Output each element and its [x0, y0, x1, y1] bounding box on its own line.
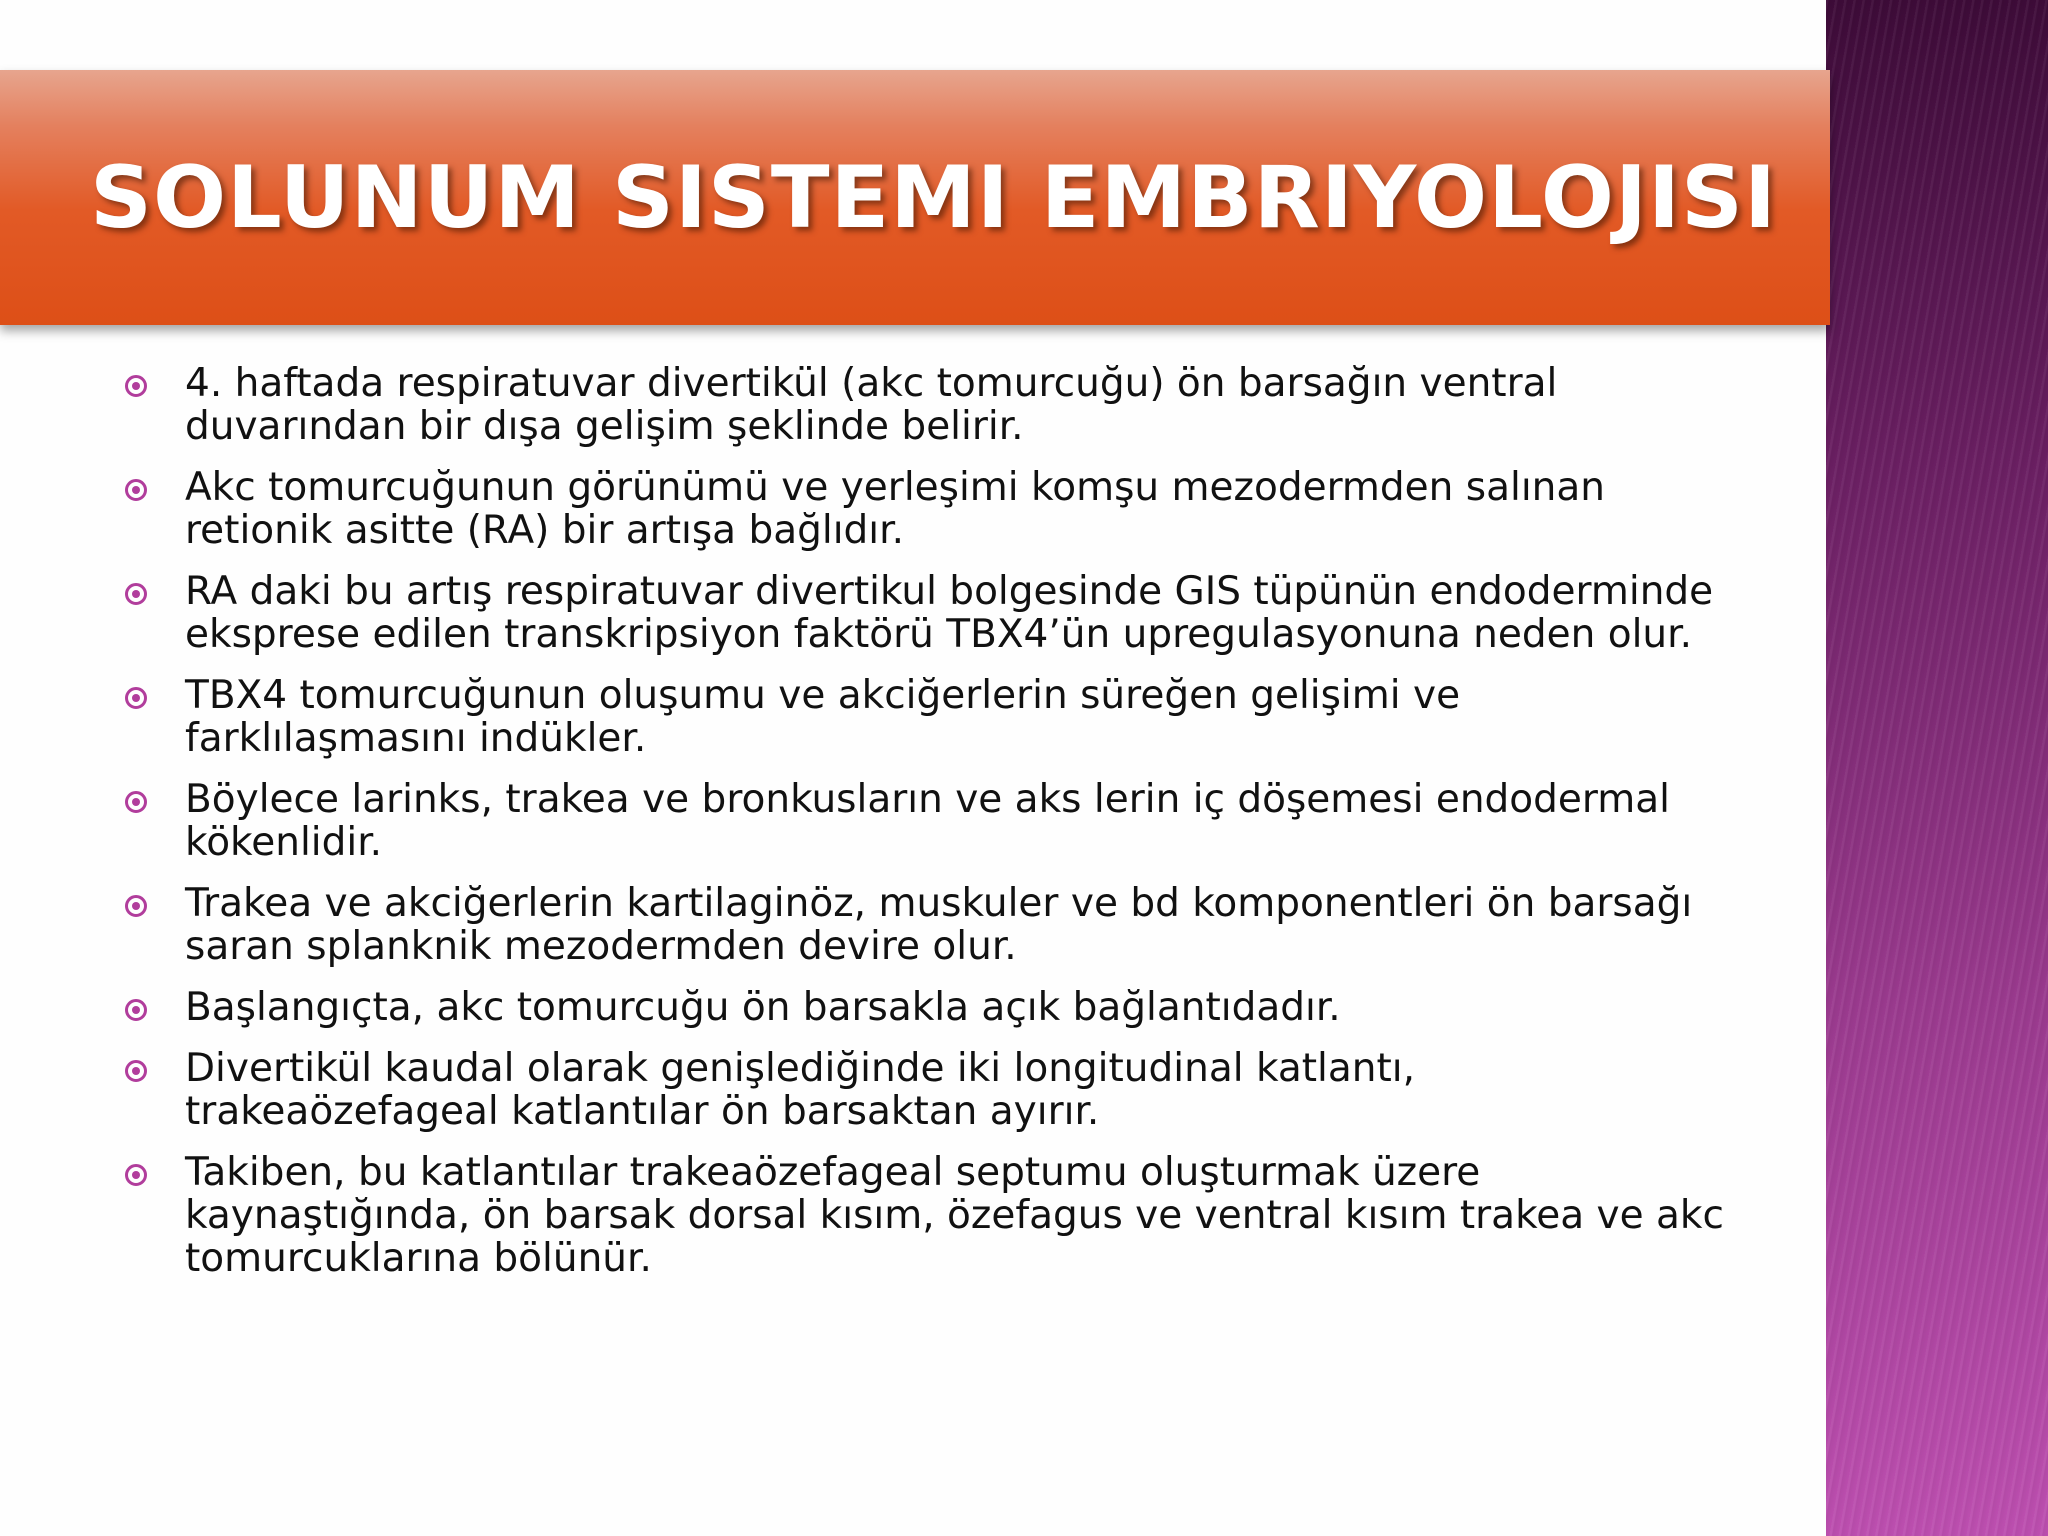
- circle-dot-icon: [125, 687, 147, 709]
- list-item: [125, 466, 1725, 552]
- bullet-text: Akc tomurcuğunun görünümü ve yerleşimi komşu mezodermden salınan retionik asitte (RA) bir artışa bağlıdır.: [185, 465, 1605, 553]
- bullet-text: Takiben, bu katlantılar trakeaözefageal septumu oluşturmak üzere kaynaştığında, ön barsak dorsal kısım, özefagus ve ventral kısım trakea ve akc tomurcuklarına bölünür.: [185, 1150, 1724, 1281]
- side-decoration-bar: [1826, 0, 2048, 1536]
- bullet-text: Başlangıçta, akc tomurcuğu ön barsakla açık bağlantıdadır.: [185, 985, 1341, 1030]
- list-item: [125, 1047, 1725, 1133]
- circle-dot-icon: [125, 1060, 147, 1082]
- list-item: [125, 986, 1725, 1029]
- circle-dot-icon: [125, 999, 147, 1021]
- list-item: [125, 674, 1725, 760]
- circle-dot-icon: [125, 375, 147, 397]
- circle-dot-icon: [125, 583, 147, 605]
- circle-dot-icon: [125, 791, 147, 813]
- circle-dot-icon: [125, 895, 147, 917]
- bullet-list: [125, 362, 1725, 1298]
- circle-dot-icon: [125, 479, 147, 501]
- list-item: [125, 778, 1725, 864]
- list-item: [125, 1151, 1725, 1280]
- list-item: [125, 882, 1725, 968]
- circle-dot-icon: [125, 1164, 147, 1186]
- bullet-text: RA daki bu artış respiratuvar divertikul bolgesinde GIS tüpünün endoderminde eksprese edilen transkripsiyon faktörü TBX4’ün upregulasyonuna neden olur.: [185, 569, 1714, 657]
- slide-title: SOLUNUM SISTEMI EMBRIYOLOJISI: [90, 148, 1777, 248]
- bullet-text: TBX4 tomurcuğunun oluşumu ve akciğerlerin süreğen gelişimi ve farklılaşmasını indükler.: [185, 673, 1461, 761]
- bullet-text: Divertikül kaudal olarak genişlediğinde iki longitudinal katlantı, trakeaözefageal katlantılar ön barsaktan ayırır.: [185, 1046, 1416, 1134]
- bullet-text: Böylece larinks, trakea ve bronkusların ve aks lerin iç döşemesi endodermal kökenlidir.: [185, 777, 1670, 865]
- list-item: [125, 570, 1725, 656]
- bullet-text: Trakea ve akciğerlerin kartilaginöz, muskuler ve bd komponentleri ön barsağı saran splanknik mezodermden devire olur.: [185, 881, 1693, 969]
- bullet-text: 4. haftada respiratuvar divertikül (akc tomurcuğu) ön barsağın ventral duvarından bir dışa gelişim şeklinde belirir.: [185, 361, 1558, 449]
- list-item: [125, 362, 1725, 448]
